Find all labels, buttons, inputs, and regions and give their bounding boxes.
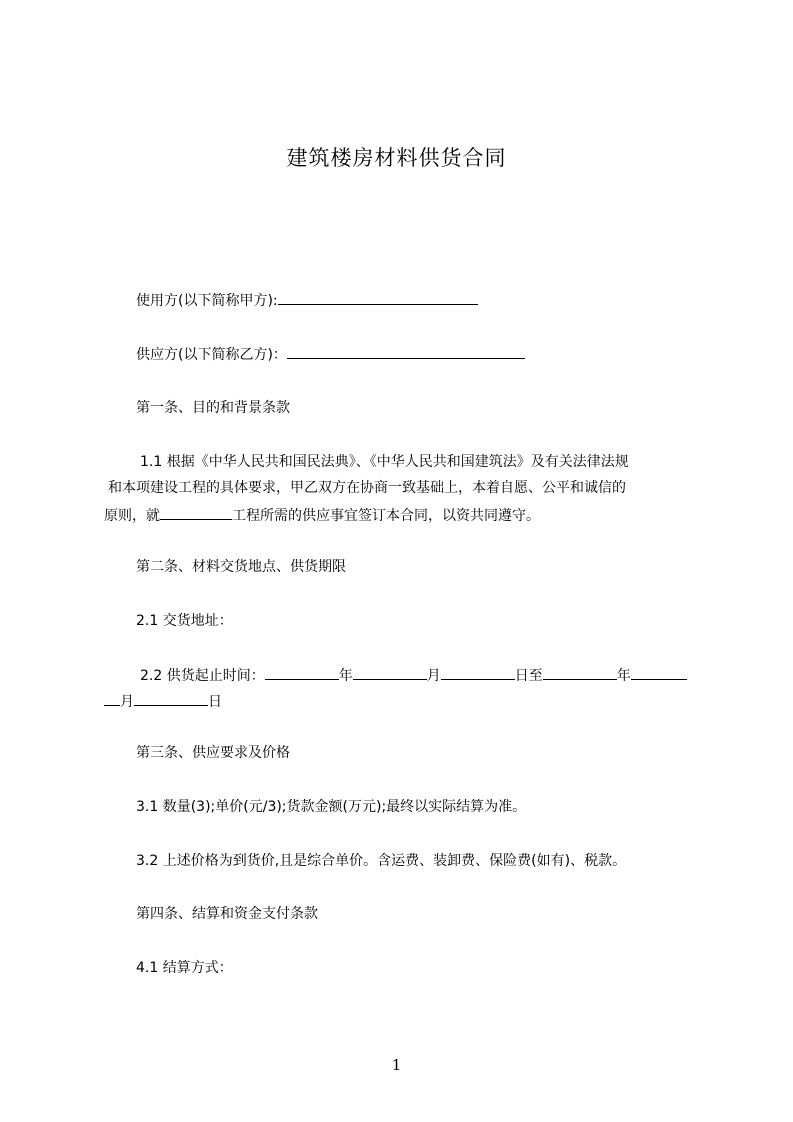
- start-month-blank[interactable]: [353, 665, 427, 680]
- party-a-label: 使用方(以下简称甲方):: [136, 293, 278, 309]
- clause-3-1: 3.1 数量(3);单价(元/3);货款金额(万元);最终以实际结算为准。: [136, 799, 527, 815]
- article-3-heading: 第三条、供应要求及价格: [136, 745, 290, 761]
- start-day-unit: 日至: [514, 668, 543, 684]
- end-month-unit: 月: [120, 694, 134, 710]
- clause-1-1-line-3: [104, 505, 540, 526]
- party-a-line: [136, 290, 478, 311]
- clause-1-1-line-3-start: 原则，就: [104, 508, 160, 524]
- clause-2-1: 2.1 交货地址：: [136, 613, 233, 629]
- clause-2-2-line-1: [140, 665, 687, 686]
- clause-4-1: 4.1 结算方式：: [136, 960, 233, 976]
- clause-1-1-line-1: 1.1 根据《中华人民共和国民法典》、《中华人民共和国建筑法》及有关法律法规: [140, 454, 629, 470]
- article-2-heading: 第二条、材料交货地点、供货期限: [136, 559, 346, 575]
- end-day-unit: 日: [208, 694, 222, 710]
- end-month-blank-part-1[interactable]: [631, 665, 687, 680]
- document-title: 建筑楼房材料供货合同: [286, 146, 507, 170]
- supply-period-label: 2.2 供货起止时间：: [140, 668, 265, 684]
- end-year-unit: 年: [616, 668, 631, 684]
- party-b-line: [136, 344, 525, 365]
- party-b-blank[interactable]: [287, 344, 525, 359]
- party-b-label: 供应方(以下简称乙方)：: [136, 347, 287, 363]
- page-number: 1: [391, 1056, 402, 1074]
- clause-2-2-line-2: [104, 691, 222, 712]
- party-a-blank[interactable]: [278, 290, 478, 305]
- clause-1-1-line-3-end: 工程所需的供应事宜签订本合同，以资共同遵守。: [232, 508, 540, 524]
- end-year-blank[interactable]: [543, 665, 617, 680]
- clause-3-2: 3.2 上述价格为到货价,且是综合单价。含运费、装卸费、保险费(如有)、税款。: [136, 853, 627, 869]
- start-day-blank[interactable]: [441, 665, 515, 680]
- project-name-blank[interactable]: [160, 505, 232, 520]
- clause-1-1-line-2: 和本项建设工程的具体要求，甲乙双方在协商一致基础上，本着自愿、公平和诚信的: [108, 480, 626, 496]
- start-month-unit: 月: [426, 668, 441, 684]
- article-4-heading: 第四条、结算和资金支付条款: [136, 906, 318, 922]
- start-year-blank[interactable]: [265, 665, 339, 680]
- end-month-blank-part-2[interactable]: [104, 691, 120, 706]
- article-1-heading: 第一条、目的和背景条款: [136, 400, 290, 416]
- end-day-blank[interactable]: [134, 691, 208, 706]
- start-year-unit: 年: [338, 668, 353, 684]
